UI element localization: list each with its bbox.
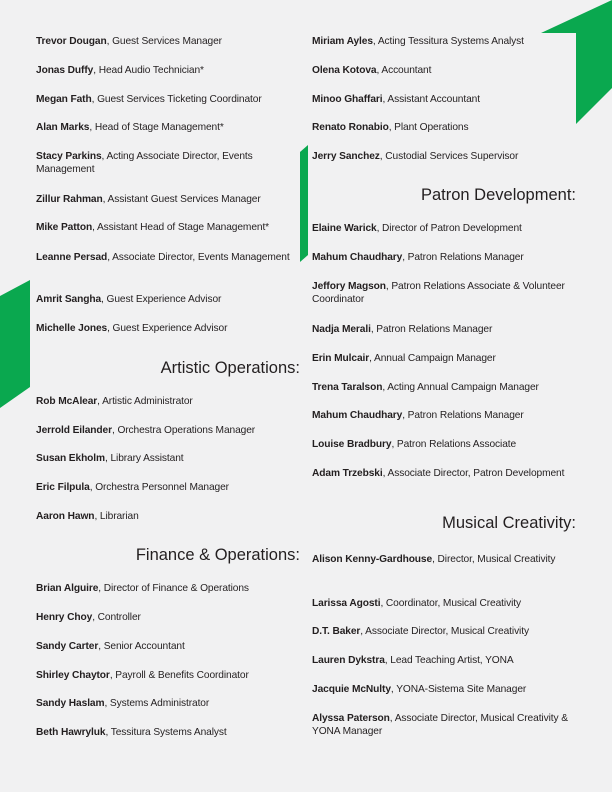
staff-title: YONA-Sistema Site Manager <box>396 684 527 695</box>
staff-name: Renato Ronabio <box>312 122 389 133</box>
staff-name: Shirley Chaytor <box>36 670 110 681</box>
staff-entry: Alison Kenny-Gardhouse, Director, Musical Creativity <box>312 554 556 565</box>
staff-entry: Eric Filpula, Orchestra Personnel Manager <box>36 482 229 493</box>
staff-name: Sandy Carter <box>36 641 99 652</box>
staff-name: Adam Trzebski <box>312 468 383 479</box>
staff-title: Patron Relations Associate <box>396 439 517 450</box>
staff-entry: Henry Choy, Controller <box>36 612 141 623</box>
staff-name: Jonas Duffy <box>36 65 94 76</box>
staff-title: Assistant Accountant <box>387 94 480 105</box>
staff-entry: Lauren Dykstra, Lead Teaching Artist, YONA <box>312 655 514 666</box>
section-heading-artistic-operations: Artistic Operations: <box>160 359 300 377</box>
staff-title: Orchestra Operations Manager <box>117 425 256 436</box>
staff-title: Systems Administrator <box>109 698 210 709</box>
staff-name: Rob McAlear <box>36 396 98 407</box>
staff-title: Guest Services Ticketing Coordinator <box>97 94 262 105</box>
staff-title: Orchestra Personnel Manager <box>95 482 229 493</box>
staff-name: Mike Patton <box>36 222 93 233</box>
staff-name: Miriam Ayles <box>312 36 373 47</box>
staff-entry: Rob McAlear, Artistic Administrator <box>36 396 193 407</box>
staff-entry: Brian Alguire, Director of Finance & Operations <box>36 583 249 594</box>
staff-name: Larissa Agosti <box>312 598 381 609</box>
staff-name: Jerry Sanchez <box>312 151 380 162</box>
staff-entry: Megan Fath, Guest Services Ticketing Coordinator <box>36 94 262 105</box>
staff-title: Associate Director, Patron Development <box>387 468 565 479</box>
staff-entry: Shirley Chaytor, Payroll & Benefits Coordinator <box>36 670 249 681</box>
staff-title: Assistant Guest Services Manager <box>107 194 261 205</box>
staff-title: Associate Director, Musical Creativity <box>365 626 529 637</box>
staff-name: Eric Filpula <box>36 482 90 493</box>
staff-entry: Adam Trzebski, Associate Director, Patron Development <box>312 468 565 479</box>
staff-title: Acting Annual Campaign Manager <box>387 382 539 393</box>
staff-name: Henry Choy <box>36 612 93 623</box>
left-green-shape <box>0 280 30 408</box>
staff-title: Custodial Services Supervisor <box>385 151 519 162</box>
staff-title: Payroll & Benefits Coordinator <box>115 670 249 681</box>
staff-name: D.T. Baker <box>312 626 361 637</box>
center-green-bar <box>300 145 308 262</box>
staff-title: Guest Experience Advisor <box>106 294 222 305</box>
staff-entry: Olena Kotova, Accountant <box>312 65 432 76</box>
staff-title: Controller <box>97 612 141 623</box>
staff-name: Erin Mulcair <box>312 353 370 364</box>
staff-name: Mahum Chaudhary <box>312 410 403 421</box>
staff-entry: Elaine Warick, Director of Patron Development <box>312 223 522 234</box>
staff-name: Zillur Rahman <box>36 194 103 205</box>
staff-entry: Michelle Jones, Guest Experience Advisor <box>36 323 228 334</box>
staff-name: Jerrold Eilander <box>36 425 112 436</box>
staff-name: Jacquie McNulty <box>312 684 391 695</box>
staff-name: Susan Ekholm <box>36 453 105 464</box>
staff-entry: Mahum Chaudhary, Patron Relations Manager <box>312 252 524 263</box>
staff-title: Artistic Administrator <box>102 396 193 407</box>
staff-title: Assistant Head of Stage Management* <box>96 222 270 233</box>
staff-entry: Jonas Duffy, Head Audio Technician* <box>36 65 204 76</box>
section-heading-patron-development: Patron Development: <box>420 186 576 204</box>
staff-title: Plant Operations <box>394 122 469 133</box>
staff-title: Librarian <box>99 511 139 522</box>
staff-title: Tessitura Systems Analyst <box>110 727 227 738</box>
staff-name: Nadja Merali <box>312 324 371 335</box>
staff-title: Guest Experience Advisor <box>112 323 228 334</box>
staff-entry: Jerrold Eilander, Orchestra Operations Manager <box>36 425 256 436</box>
staff-name: Aaron Hawn <box>36 511 95 522</box>
staff-name: Elaine Warick <box>312 223 377 234</box>
staff-title: Lead Teaching Artist, YONA <box>390 655 514 666</box>
staff-entry: Minoo Ghaffari, Assistant Accountant <box>312 94 480 105</box>
staff-entry: Alan Marks, Head of Stage Management* <box>36 122 224 133</box>
staff-entry: Mike Patton, Assistant Head of Stage Management* <box>36 222 270 233</box>
section-heading-finance-operations: Finance & Operations: <box>135 546 300 564</box>
staff-title: Accountant <box>381 65 432 76</box>
staff-entry: Jerry Sanchez, Custodial Services Supervisor <box>312 151 519 162</box>
staff-name: Mahum Chaudhary <box>312 252 403 263</box>
staff-name: Minoo Ghaffari <box>312 94 383 105</box>
staff-entry: Stacy Parkins, Acting Associate Director, Events Management <box>36 151 253 175</box>
staff-entry: Trena Taralson, Acting Annual Campaign Manager <box>312 382 539 393</box>
staff-entry: Trevor Dougan, Guest Services Manager <box>36 36 222 47</box>
staff-name: Alison Kenny-Gardhouse <box>312 554 433 565</box>
staff-title: Director of Patron Development <box>382 223 522 234</box>
section-heading-musical-creativity: Musical Creativity: <box>442 514 576 532</box>
staff-title: Associate Director, Events Management <box>112 252 290 263</box>
staff-title: Director, Musical Creativity <box>437 554 556 565</box>
staff-entry: Aaron Hawn, Librarian <box>36 511 139 522</box>
staff-name: Megan Fath <box>36 94 92 105</box>
staff-entry: Sandy Haslam, Systems Administrator <box>36 698 210 709</box>
staff-entry: Zillur Rahman, Assistant Guest Services Manager <box>36 194 261 205</box>
staff-name: Brian Alguire <box>36 583 99 594</box>
staff-name: Alan Marks <box>36 122 90 133</box>
staff-entry: Renato Ronabio, Plant Operations <box>312 122 469 133</box>
staff-title: Head Audio Technician* <box>98 65 204 76</box>
staff-name: Stacy Parkins <box>36 151 102 162</box>
staff-entry: Sandy Carter, Senior Accountant <box>36 641 185 652</box>
staff-entry: Mahum Chaudhary, Patron Relations Manager <box>312 410 524 421</box>
staff-entry: Jacquie McNulty, YONA-Sistema Site Manager <box>312 684 527 695</box>
staff-name: Louise Bradbury <box>312 439 392 450</box>
staff-name: Olena Kotova <box>312 65 377 76</box>
staff-entry: Beth Hawryluk, Tessitura Systems Analyst <box>36 727 227 738</box>
staff-title: Annual Campaign Manager <box>374 353 496 364</box>
staff-name: Beth Hawryluk <box>36 727 106 738</box>
staff-title: Head of Stage Management* <box>94 122 224 133</box>
staff-title: Director of Finance & Operations <box>103 583 249 594</box>
staff-title: Patron Relations Manager <box>376 324 493 335</box>
staff-name: Lauren Dykstra <box>312 655 385 666</box>
staff-entry: Alyssa Paterson, Associate Director, Musical Creativity & YONA Manager <box>312 713 568 737</box>
staff-entry: Miriam Ayles, Acting Tessitura Systems Analyst <box>312 36 524 47</box>
staff-name: Michelle Jones <box>36 323 108 334</box>
staff-title: Acting Associate Director, Events Management <box>36 151 253 175</box>
staff-entry: D.T. Baker, Associate Director, Musical Creativity <box>312 626 529 637</box>
staff-entry: Susan Ekholm, Library Assistant <box>36 453 184 464</box>
staff-title: Guest Services Manager <box>112 36 222 47</box>
staff-name: Trena Taralson <box>312 382 383 393</box>
staff-title: Patron Relations Manager <box>407 252 524 263</box>
staff-entry: Nadja Merali, Patron Relations Manager <box>312 324 493 335</box>
staff-entry: Larissa Agosti, Coordinator, Musical Creativity <box>312 598 521 609</box>
staff-title: Acting Tessitura Systems Analyst <box>377 36 524 47</box>
staff-name: Sandy Haslam <box>36 698 105 709</box>
staff-entry: Amrit Sangha, Guest Experience Advisor <box>36 294 222 305</box>
staff-name: Amrit Sangha <box>36 294 102 305</box>
staff-name: Alyssa Paterson <box>312 713 390 724</box>
staff-entry: Louise Bradbury, Patron Relations Associate <box>312 439 517 450</box>
staff-entry: Leanne Persad, Associate Director, Events Management <box>36 252 290 263</box>
staff-title: Patron Relations Manager <box>407 410 524 421</box>
staff-name: Jeffory Magson <box>312 281 386 292</box>
staff-name: Trevor Dougan <box>36 36 107 47</box>
staff-title: Associate Director, Musical Creativity & YONA Manager <box>312 713 568 737</box>
staff-title: Senior Accountant <box>103 641 185 652</box>
staff-title: Coordinator, Musical Creativity <box>385 598 521 609</box>
staff-title: Patron Relations Associate & Volunteer Coordinator <box>312 281 565 305</box>
staff-entry: Erin Mulcair, Annual Campaign Manager <box>312 353 496 364</box>
staff-name: Leanne Persad <box>36 252 108 263</box>
staff-entry: Jeffory Magson, Patron Relations Associate & Volunteer Coordinator <box>312 281 565 305</box>
staff-title: Library Assistant <box>110 453 184 464</box>
